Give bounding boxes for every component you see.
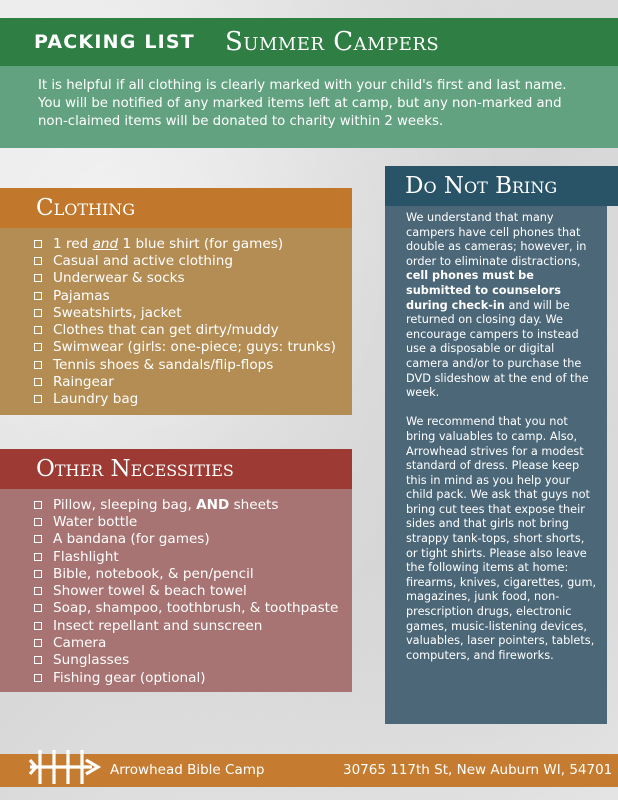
list-item-text: 1 red and 1 blue shirt (for games) — [53, 235, 284, 252]
checkbox-icon — [34, 326, 42, 334]
header-bar — [0, 18, 618, 66]
checkbox-icon — [34, 395, 42, 403]
list-item-text: A bandana (for games) — [53, 531, 210, 548]
checkbox-icon — [34, 378, 42, 386]
list-item — [34, 531, 352, 548]
list-item — [34, 321, 352, 338]
checkbox-icon — [34, 604, 42, 612]
do-not-bring-heading-text: Do Not Bring — [405, 173, 558, 199]
checkbox-icon — [34, 674, 42, 682]
list-item-text: Fishing gear (optional) — [53, 669, 206, 686]
list-item-text: Sunglasses — [53, 652, 130, 669]
checkbox-icon — [34, 518, 42, 526]
checkbox-icon — [34, 587, 42, 595]
list-item — [34, 391, 352, 408]
camp-name: Arrowhead Bible Camp — [110, 762, 265, 778]
list-item-text: Casual and active clothing — [53, 252, 234, 269]
checkbox-icon — [34, 501, 42, 509]
list-item — [34, 339, 352, 356]
checkbox-icon — [34, 309, 42, 317]
list-item — [34, 634, 352, 651]
list-item-text: Raingear — [53, 374, 114, 391]
other-necessities-list — [0, 489, 352, 686]
checkbox-icon — [34, 361, 42, 369]
clothing-heading-text: Clothing — [36, 195, 136, 221]
checkbox-icon — [34, 622, 42, 630]
list-item-text: Shower towel & beach towel — [53, 583, 247, 600]
clothing-list — [0, 228, 352, 408]
clothing-panel — [0, 228, 352, 415]
list-item — [34, 617, 352, 634]
list-item-text: Sweatshirts, jacket — [53, 304, 182, 321]
other-heading-text: Other Necessities — [36, 456, 234, 482]
p1-text: We understand that many campers have cell phones that double as cameras; however, in order to eliminate distractions, — [406, 211, 587, 268]
checkbox-icon — [34, 274, 42, 282]
list-item — [34, 270, 352, 287]
checkbox-icon — [34, 292, 42, 300]
list-item — [34, 669, 352, 686]
camp-address: 30765 117th St, New Auburn WI, 54701 — [343, 762, 613, 778]
list-item — [34, 356, 352, 373]
list-item-text: Flashlight — [53, 548, 119, 565]
footer-bar — [0, 754, 618, 787]
do-not-bring-panel — [385, 206, 607, 724]
list-item-text: Camera — [53, 635, 107, 652]
list-item-text: Water bottle — [53, 513, 138, 530]
do-not-bring-paragraph-1 — [406, 211, 599, 401]
list-item — [34, 304, 352, 321]
p1-text-end: and will be returned on closing day. We encourage campers to instead use a disposable or digital camera and/or to purchase the DVD slideshow at the end of the week. — [406, 298, 589, 400]
list-item — [34, 600, 352, 617]
intro-banner — [0, 66, 618, 148]
checkbox-icon — [34, 656, 42, 664]
page-title: PACKING LIST — [34, 31, 195, 53]
intro-text: It is helpful if all clothing is clearly marked with your child's first and last name. You will be notified of any marked items left at camp, but any non-marked and non-claimed items will be donated to charity within 2 weeks. — [38, 78, 567, 129]
other-necessities-heading — [0, 449, 352, 489]
checkbox-icon — [34, 553, 42, 561]
list-item-text: Pajamas — [53, 287, 110, 304]
list-item-text: Clothes that can get dirty/muddy — [53, 322, 279, 339]
list-item — [34, 582, 352, 599]
list-item-text: Bible, notebook, & pen/pencil — [53, 565, 254, 582]
list-item-text: Pillow, sleeping bag, AND sheets — [53, 496, 279, 513]
list-item — [34, 548, 352, 565]
other-necessities-panel — [0, 489, 352, 692]
arrowhead-logo-icon — [28, 744, 104, 788]
checkbox-icon — [34, 240, 42, 248]
list-item — [34, 565, 352, 582]
list-item-text: Swimwear (girls: one-piece; guys: trunks) — [53, 339, 336, 356]
p1-bold-text: cell phones must be submitted to counselors during check-in — [406, 269, 561, 312]
list-item-text: Underwear & socks — [53, 270, 185, 287]
checkbox-icon — [34, 639, 42, 647]
list-item — [34, 496, 352, 513]
list-item-text: Insect repellant and sunscreen — [53, 617, 263, 634]
do-not-bring-paragraph-2: We recommend that you not bring valuables to camp. Also, Arrowhead strives for a modest standard of dress. Please keep this in mind as you help your child pack. We ask that guys not bring cut tees that expose their sides and that girls not bring strappy tank-tops, short shorts, or tight shirts. Please also leave the following items at home: firearms, knives, cigarettes, gum, magazines, junk food, non-prescription drugs, electronic games, music-listening devices, valuables, laser pointers, tablets, computers, and fireworks. — [406, 415, 597, 662]
list-item — [34, 235, 352, 252]
page-subtitle: Summer Campers — [224, 27, 440, 57]
list-item — [34, 373, 352, 390]
list-item-text: Laundry bag — [53, 391, 139, 408]
list-item — [34, 513, 352, 530]
list-item — [34, 652, 352, 669]
list-item-text: Tennis shoes & sandals/flip-flops — [53, 356, 274, 373]
do-not-bring-heading — [385, 166, 618, 206]
list-item-text: Soap, shampoo, toothbrush, & toothpaste — [53, 600, 339, 617]
list-item — [34, 252, 352, 269]
checkbox-icon — [34, 257, 42, 265]
checkbox-icon — [34, 343, 42, 351]
checkbox-icon — [34, 570, 42, 578]
clothing-heading — [0, 188, 352, 228]
list-item — [34, 287, 352, 304]
checkbox-icon — [34, 535, 42, 543]
